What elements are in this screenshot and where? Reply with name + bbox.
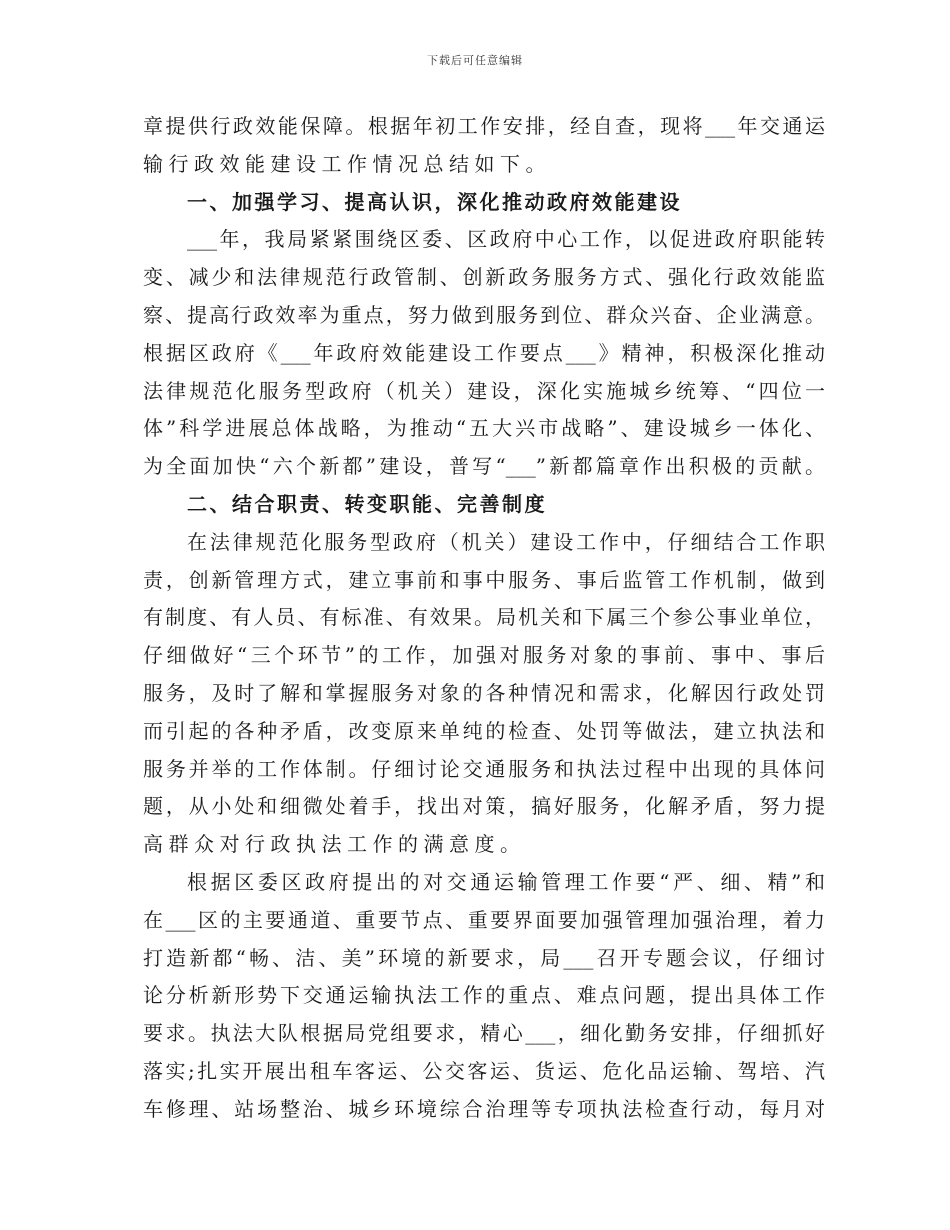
- text-line: 落实;扎实开展出租车客运、公交客运、货运、危化品运输、驾培、汽: [143, 1058, 825, 1083]
- text-line: 章提供行政效能保障。根据年初工作安排，经自查，现将___年交通运: [143, 114, 825, 138]
- text-line: 察、提高行政效率为重点，努力做到服务到位、群众兴奋、企业满意。: [143, 302, 825, 327]
- text-line: 服务，及时了解和掌握服务对象的各种情况和需求，化解因行政处罚: [143, 680, 825, 705]
- text-line: ___年，我局紧紧围绕区委、区政府中心工作，以促进政府职能转: [187, 227, 825, 252]
- text-line: 而引起的各种矛盾，改变原来单纯的检查、处罚等做法，建立执法和: [143, 718, 825, 743]
- text-line: 打造新都“畅、洁、美”环境的新要求，局___召开专题会议，仔细讨: [143, 945, 825, 970]
- text-line: 法律规范化服务型政府（机关）建设，深化实施城乡统筹、“四位一: [143, 378, 825, 403]
- text-line: 在法律规范化服务型政府（机关）建设工作中，仔细结合工作职: [187, 529, 825, 554]
- text-line: 变、减少和法律规范行政管制、创新政务服务方式、强化行政效能监: [143, 265, 825, 290]
- page-header-note: 下载后可任意编辑: [427, 54, 523, 67]
- text-line: 仔细做好“三个环节”的工作，加强对服务对象的事前、事中、事后: [143, 643, 825, 668]
- text-line: 车修理、站场整治、城乡环境综合治理等专项执法检查行动，每月对: [143, 1096, 825, 1121]
- text-line: 根据区政府《___年政府效能建设工作要点___》精神，积极深化推动: [143, 340, 825, 365]
- text-line: 体”科学进展总体战略，为推动“五大兴市战略”、建设城乡一体化、: [143, 416, 825, 441]
- text-line: 题，从小处和细微处着手，找出对策，搞好服务，化解矛盾，努力提: [143, 794, 825, 819]
- text-line: 要求。执法大队根据局党组要求，精心___，细化勤务安排，仔细抓好: [143, 1021, 825, 1046]
- text-line: 高群众对行政执法工作的满意度。: [143, 832, 526, 857]
- text-line: 在___区的主要通道、重要节点、重要界面要加强管理加强治理，着力: [143, 907, 825, 932]
- text-line: 有制度、有人员、有标准、有效果。局机关和下属三个参公事业单位，: [143, 605, 825, 630]
- document-body: [143, 108, 825, 1129]
- section-heading: 二、结合职责、转变职能、完善制度: [187, 491, 547, 516]
- text-line: 服务并举的工作体制。仔细讨论交通服务和执法过程中出现的具体问: [143, 756, 825, 781]
- text-line: 为全面加快“六个新都”建设，普写“___”新都篇章作出积极的贡献。: [143, 454, 825, 479]
- text-line: 根据区委区政府提出的对交通运输管理工作要“严、细、精”和: [187, 869, 825, 894]
- text-line: 论分析新形势下交通运输执法工作的重点、难点问题，提出具体工作: [143, 983, 825, 1008]
- text-line: 责，创新管理方式，建立事前和事中服务、事后监管工作机制，做到: [143, 567, 825, 592]
- section-heading: 一、加强学习、提高认识，深化推动政府效能建设: [187, 189, 682, 214]
- text-line: 输行政效能建设工作情况总结如下。: [143, 151, 551, 176]
